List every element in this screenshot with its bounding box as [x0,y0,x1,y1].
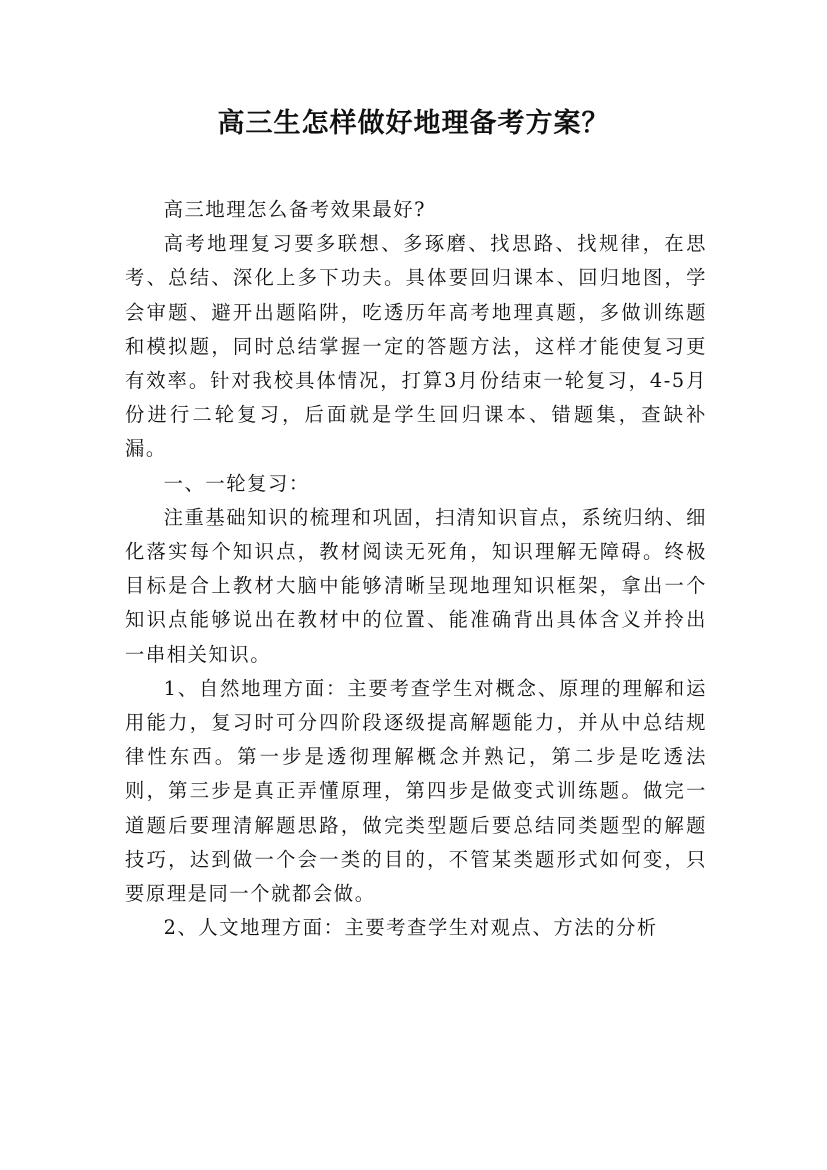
paragraph-human-geography: 2、人文地理方面：主要考查学生对观点、方法的分析 [163,916,658,940]
paragraph-question: 高三地理怎么备考效果最好? [163,198,427,221]
document-body [125,193,707,945]
paragraph-first-round: 注重基础知识的梳理和巩固，扫清知识盲点，系统归纳、细化落实每个知识点，教材阅读无死角，知识理解无障碍。终极目标是合上教材大脑中能够清晰呈现地理知识框架，拿出一个知识点能够说出在教材中的位置、能准确背出具体含义并拎出一串相关知识。 [125,505,707,666]
paragraph-overview: 高考地理复习要多联想、多琢磨、找思路、找规律，在思考、总结、深化上多下功夫。具体要回归课本、回归地图，学会审题、避开出题陷阱，吃透历年高考地理真题，多做训练题和模拟题，同时总结掌握一定的答题方法，这样才能使复习更有效率。针对我校具体情况，打算3月份结束一轮复习，4-5月份进行二轮复习，后面就是学生回归课本、错题集，查缺补漏。 [125,232,707,461]
paragraph-physical-geography: 1、自然地理方面：主要考查学生对概念、原理的理解和运用能力，复习时可分四阶段逐级提高解题能力，并从中总结规律性东西。第一步是透彻理解概念并熟记，第二步是吃透法则，第三步是真正弄懂原理，第四步是做变式训练题。做完一道题后要理清解题思路，做完类型题后要总结同类题型的解题技巧，达到做一个会一类的目的，不管某类题形式如何变，只要原理是同一个就都会做。 [125,676,707,906]
section-heading-first-round: 一、一轮复习： [163,471,310,495]
document-title: 高三生怎样做好地理备考方案？ [217,108,610,139]
